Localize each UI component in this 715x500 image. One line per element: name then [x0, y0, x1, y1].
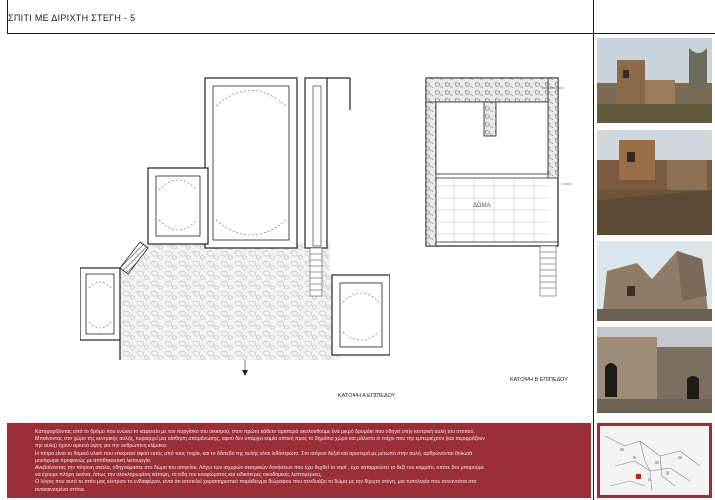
description-line: ανακαινισμένα σπίτια. [35, 486, 86, 493]
photo-ruined-house-3 [597, 241, 712, 321]
page-title: ΣΠΙΤΙ ΜΕ ΔΙΡΙΧΤΗ ΣΤΕΓΗ - 5 [8, 13, 136, 23]
description-line: να έχουμε πλήρη εικόνα, όπως την ολοκληρωμένη κάτοψη, τα είδη του κουφώματος και ειδικότερες οικοδομικές λεπτομέρειες. [35, 472, 323, 479]
divider-header [7, 33, 715, 34]
photo-ruined-house-2 [597, 130, 712, 235]
description-line: Κατηφορίζοντας από το δρόμο που ενώνει το καφενείο με τον πυργίσκο του οικισμού, στον πρώτο κάθετο αριστερά ακολουθούμε ένα μικρό δρομάκι που οδηγεί στην κεντρική αυλή του σπιτιού. [35, 429, 475, 435]
plan-a-caption: ΚΑΤΟΨΗ Α ΕΠΙΠΕΔΟΥ [338, 393, 396, 399]
plan-b-room-label: ΔΩΜΑ [473, 203, 491, 209]
description-line: Η πέτρα είναι το δομικό υλικό που επικρατεί αφού εκτός από τους τοιχία, και το δάπεδο της αυλής είναι λιθόστρωτο. Στο ισόγειο δεξιά και αριστερά με μέτωπο στην αυλή, αρθρώνονται θολωτά [35, 450, 473, 457]
description-line: Μπαίνοντας στο χώρο της κεντρικής αυλής, κυριαρχεί μια αίσθηση απομόνωσης, αφού δεν υπάρχει καμία οπτική προς το δημόσιο χώρο και μάλιστα οι τοίχοι που την εμπεριέχουν (και περιφράζουν [35, 436, 485, 443]
divider-right-vertical [593, 0, 594, 500]
photo-ruined-house-4 [597, 327, 712, 413]
description-line: Ο λόγος που αυτό το σπίτι μας κέντρισε το ενδιαφέρον, είναι ότι αποτελεί χαρακτηριστικό παράδειγμα διώροφου που συνδυάζει το δώμα με την δίριχτη στέγη, μια τυπολογία που συναντάται στα [35, 479, 477, 486]
description-line: μονόχωρα προφανώς με αποθηκευτική λειτουργία. [35, 457, 152, 464]
plan-b-drawing [424, 74, 574, 374]
photo-ruined-house-1 [597, 38, 712, 123]
description-panel [7, 423, 591, 498]
location-map-panel [597, 423, 712, 498]
plan-b-caption: ΚΑΤΟΨΗ Β ΕΠΙΠΕΔΟΥ [510, 377, 568, 383]
description-line: Ανεβαίνοντας την πέτρινη σκάλα, οδηγούμαστε στο δώμα του ισογείου. Λόγω των ισχυρών σεισμικών δονήσεων που έχει δεχθεί το νησί , έχει καταρρεύσει το δεξί του κομμάτι, οπότε δεν μπορούμε [35, 465, 484, 472]
description-line: την αυλή) έχουν αρκετό ύψος για την ανθρώπινη κλίμακα. [35, 443, 168, 450]
location-map [600, 426, 709, 495]
map-location-marker [636, 474, 641, 479]
plan-a-drawing [80, 70, 390, 380]
